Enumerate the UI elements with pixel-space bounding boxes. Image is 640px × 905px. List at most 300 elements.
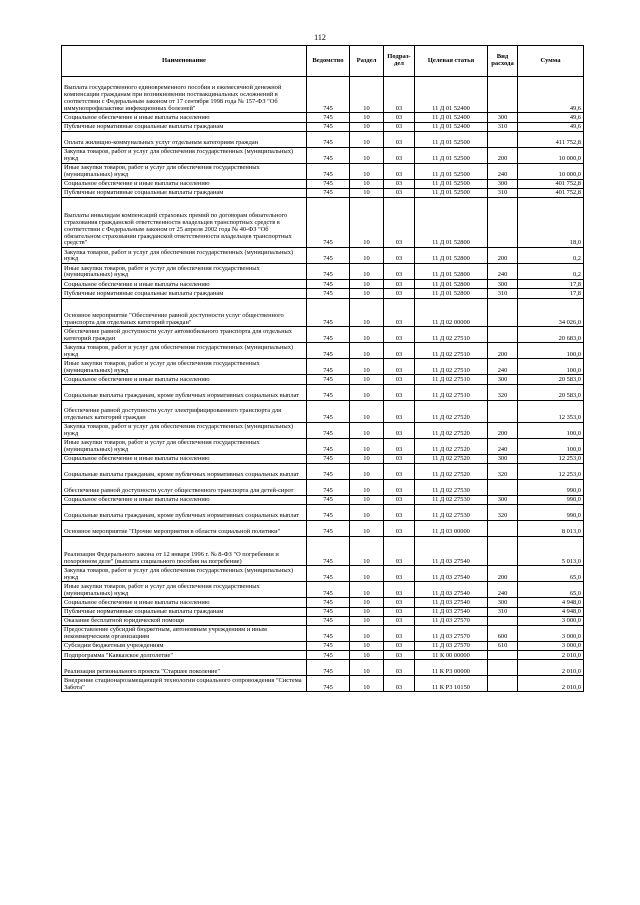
- row-dept: 745: [307, 616, 350, 625]
- row-code: 11 Д 02 27510: [415, 384, 488, 400]
- table-row: [62, 479, 584, 495]
- row-kind: 300: [488, 280, 518, 289]
- table-header-row: [62, 46, 584, 77]
- row-kind: 200: [488, 422, 518, 438]
- row-dept: 745: [307, 289, 350, 298]
- row-code: 11 Д 02 27530: [415, 479, 488, 495]
- row-code: 11 К Р3 10150: [415, 676, 488, 692]
- row-name: Подпрограмма "Кавказское долголетие": [62, 651, 307, 660]
- row-subsection: 03: [384, 264, 415, 280]
- header-name: Наименование: [62, 46, 307, 77]
- row-sum: 0,2: [518, 264, 584, 280]
- row-code: 11 Д 02 27510: [415, 343, 488, 359]
- row-subsection: 03: [384, 77, 415, 113]
- row-kind: [488, 327, 518, 343]
- row-section: 10: [350, 651, 384, 660]
- row-kind: 600: [488, 626, 518, 642]
- row-subsection: 03: [384, 198, 415, 248]
- row-kind: 200: [488, 248, 518, 264]
- row-kind: [488, 400, 518, 422]
- row-dept: 745: [307, 651, 350, 660]
- row-subsection: 03: [384, 626, 415, 642]
- table-row: [62, 163, 584, 179]
- budget-table: [61, 45, 584, 692]
- row-sum: 12 353,0: [518, 400, 584, 422]
- row-code: 11 Д 02 27520: [415, 422, 488, 438]
- row-dept: 745: [307, 520, 350, 536]
- row-kind: 200: [488, 147, 518, 163]
- table-row: [62, 536, 584, 566]
- row-section: 10: [350, 113, 384, 122]
- row-sum: 8 013,0: [518, 520, 584, 536]
- row-kind: 200: [488, 343, 518, 359]
- table-row: [62, 327, 584, 343]
- row-kind: 310: [488, 188, 518, 197]
- row-name: Публичные нормативные социальные выплаты гражданам: [62, 607, 307, 616]
- row-subsection: 03: [384, 327, 415, 343]
- row-sum: 2 010,0: [518, 651, 584, 660]
- row-name: Иные закупки товаров, работ и услуг для обеспечения государственных (муниципальных) нужд: [62, 438, 307, 454]
- row-kind: 320: [488, 463, 518, 479]
- table-row: [62, 463, 584, 479]
- row-section: 10: [350, 298, 384, 327]
- row-name: Закупка товаров, работ и услуг для обеспечения государственных (муниципальных) нужд: [62, 422, 307, 438]
- row-dept: 745: [307, 582, 350, 598]
- row-subsection: 03: [384, 676, 415, 692]
- row-section: 10: [350, 598, 384, 607]
- row-name: Закупка товаров, работ и услуг для обеспечения государственных (муниципальных) нужд: [62, 248, 307, 264]
- row-section: 10: [350, 122, 384, 131]
- row-kind: 240: [488, 438, 518, 454]
- row-dept: 745: [307, 598, 350, 607]
- row-section: 10: [350, 582, 384, 598]
- row-dept: 745: [307, 422, 350, 438]
- row-kind: 300: [488, 495, 518, 504]
- row-kind: [488, 536, 518, 566]
- row-kind: [488, 198, 518, 248]
- row-sum: 0,2: [518, 248, 584, 264]
- row-dept: 745: [307, 163, 350, 179]
- row-code: 11 Д 01 52500: [415, 163, 488, 179]
- row-name: Внедрение стационарозамещающей технологии социального сопровождения "Система Забота": [62, 676, 307, 692]
- table-row: [62, 113, 584, 122]
- row-section: 10: [350, 676, 384, 692]
- row-sum: 20 683,0: [518, 327, 584, 343]
- row-section: 10: [350, 660, 384, 676]
- row-subsection: 03: [384, 343, 415, 359]
- row-name: Закупка товаров, работ и услуг для обеспечения государственных (муниципальных) нужд: [62, 566, 307, 582]
- row-dept: 745: [307, 660, 350, 676]
- row-section: 10: [350, 327, 384, 343]
- row-kind: 240: [488, 163, 518, 179]
- row-name: Публичные нормативные социальные выплаты гражданам: [62, 122, 307, 131]
- row-kind: 240: [488, 264, 518, 280]
- row-kind: [488, 676, 518, 692]
- table-row: [62, 422, 584, 438]
- row-subsection: 03: [384, 280, 415, 289]
- row-name: Обеспечение равной доступности услуг электрифицированного транспорта для отдельных категорий граждан: [62, 400, 307, 422]
- table-row: [62, 454, 584, 463]
- row-kind: 300: [488, 454, 518, 463]
- row-code: 11 Д 02 27530: [415, 504, 488, 520]
- row-section: 10: [350, 198, 384, 248]
- row-sum: 17,8: [518, 289, 584, 298]
- row-code: 11 Д 01 52500: [415, 179, 488, 188]
- table-row: [62, 400, 584, 422]
- row-code: 11 Д 03 27570: [415, 642, 488, 651]
- table-row: [62, 131, 584, 147]
- row-kind: [488, 77, 518, 113]
- row-sum: 3 000,0: [518, 642, 584, 651]
- row-dept: 745: [307, 327, 350, 343]
- row-kind: 300: [488, 375, 518, 384]
- row-subsection: 03: [384, 179, 415, 188]
- row-section: 10: [350, 248, 384, 264]
- row-code: 11 Д 02 27510: [415, 359, 488, 375]
- row-name: Закупка товаров, работ и услуг для обеспечения государственных (муниципальных) нужд: [62, 343, 307, 359]
- row-code: 11 Д 03 27540: [415, 582, 488, 598]
- row-sum: 49,6: [518, 113, 584, 122]
- table-row: [62, 504, 584, 520]
- row-section: 10: [350, 642, 384, 651]
- row-name: Выплаты инвалидам компенсаций страховых премий по договорам обязательного страхования гражданской ответственности владельцев транспортных средств в соответствии с Федеральным законом от 25 апреля 2002 года № 40-ФЗ "Об обязательном страховании гражданской ответственности владельцев транспортных средств": [62, 198, 307, 248]
- row-sum: 990,0: [518, 479, 584, 495]
- row-sum: 10 000,0: [518, 147, 584, 163]
- row-kind: 300: [488, 179, 518, 188]
- row-sum: 20 583,0: [518, 384, 584, 400]
- row-name: Предоставление субсидий бюджетным, автономным учреждениям и иным некоммерческим организациям: [62, 626, 307, 642]
- row-subsection: 03: [384, 660, 415, 676]
- row-section: 10: [350, 188, 384, 197]
- row-code: 11 Д 01 52800: [415, 264, 488, 280]
- table-row: [62, 582, 584, 598]
- row-name: Иные закупки товаров, работ и услуг для обеспечения государственных (муниципальных) нужд: [62, 163, 307, 179]
- row-code: 11 Д 02 27520: [415, 454, 488, 463]
- row-name: Основное мероприятие "Прочие мероприятия в области социальной политики": [62, 520, 307, 536]
- row-sum: 100,0: [518, 359, 584, 375]
- row-subsection: 03: [384, 359, 415, 375]
- row-subsection: 03: [384, 651, 415, 660]
- table-row: [62, 248, 584, 264]
- table-row: [62, 298, 584, 327]
- row-name: Иные закупки товаров, работ и услуг для обеспечения государственных (муниципальных) нужд: [62, 264, 307, 280]
- row-dept: 745: [307, 264, 350, 280]
- row-code: 11 Д 02 27520: [415, 400, 488, 422]
- table-row: [62, 438, 584, 454]
- row-sum: 3 000,0: [518, 616, 584, 625]
- row-kind: [488, 298, 518, 327]
- table-row: [62, 660, 584, 676]
- row-sum: 49,6: [518, 77, 584, 113]
- row-code: 11 Д 01 52800: [415, 248, 488, 264]
- row-subsection: 03: [384, 422, 415, 438]
- row-code: 11 Д 01 52800: [415, 198, 488, 248]
- row-dept: 745: [307, 375, 350, 384]
- row-subsection: 03: [384, 188, 415, 197]
- row-dept: 745: [307, 454, 350, 463]
- row-sum: 2 010,0: [518, 676, 584, 692]
- row-code: 11 Д 03 27540: [415, 566, 488, 582]
- row-subsection: 03: [384, 504, 415, 520]
- row-kind: 240: [488, 359, 518, 375]
- row-subsection: 03: [384, 131, 415, 147]
- row-name: Субсидии бюджетным учреждениям: [62, 642, 307, 651]
- row-subsection: 03: [384, 163, 415, 179]
- row-subsection: 03: [384, 616, 415, 625]
- row-sum: 10 000,0: [518, 163, 584, 179]
- row-dept: 745: [307, 642, 350, 651]
- row-code: 11 Д 02 27520: [415, 463, 488, 479]
- row-dept: 745: [307, 147, 350, 163]
- row-section: 10: [350, 289, 384, 298]
- row-sum: 12 253,0: [518, 454, 584, 463]
- row-code: 11 Д 03 27540: [415, 598, 488, 607]
- table-row: [62, 179, 584, 188]
- row-sum: 12 253,0: [518, 463, 584, 479]
- row-name: Публичные нормативные социальные выплаты гражданам: [62, 289, 307, 298]
- row-section: 10: [350, 343, 384, 359]
- row-subsection: 03: [384, 454, 415, 463]
- row-code: 11 Д 02 27530: [415, 495, 488, 504]
- header-section: Раздел: [350, 46, 384, 77]
- row-kind: 310: [488, 289, 518, 298]
- row-code: 11 Д 01 52800: [415, 280, 488, 289]
- table-row: [62, 289, 584, 298]
- row-code: 11 Д 02 27510: [415, 375, 488, 384]
- row-code: 11 Д 02 00000: [415, 298, 488, 327]
- row-subsection: 03: [384, 438, 415, 454]
- table-row: [62, 77, 584, 113]
- row-dept: 745: [307, 198, 350, 248]
- row-subsection: 03: [384, 582, 415, 598]
- row-dept: 745: [307, 384, 350, 400]
- row-subsection: 03: [384, 463, 415, 479]
- row-dept: 745: [307, 77, 350, 113]
- row-dept: 745: [307, 131, 350, 147]
- row-subsection: 03: [384, 248, 415, 264]
- row-dept: 745: [307, 463, 350, 479]
- row-name: Иные закупки товаров, работ и услуг для обеспечения государственных (муниципальных) нужд: [62, 582, 307, 598]
- row-sum: 990,0: [518, 495, 584, 504]
- row-kind: 310: [488, 607, 518, 616]
- row-subsection: 03: [384, 113, 415, 122]
- row-dept: 745: [307, 343, 350, 359]
- table-row: [62, 198, 584, 248]
- table-row: [62, 264, 584, 280]
- row-dept: 745: [307, 536, 350, 566]
- row-section: 10: [350, 454, 384, 463]
- row-name: Обеспечение равной доступности услуг общественного транспорта для детей-сирот: [62, 479, 307, 495]
- row-dept: 745: [307, 122, 350, 131]
- row-name: Иные закупки товаров, работ и услуг для обеспечения государственных (муниципальных) нужд: [62, 359, 307, 375]
- row-dept: 745: [307, 359, 350, 375]
- row-name: Реализация регионального проекта "Старшее поколение": [62, 660, 307, 676]
- row-section: 10: [350, 616, 384, 625]
- row-sum: 4 948,0: [518, 598, 584, 607]
- row-name: Оказание бесплатной юридической помощи: [62, 616, 307, 625]
- row-dept: 745: [307, 566, 350, 582]
- row-sum: 18,0: [518, 198, 584, 248]
- row-kind: 300: [488, 113, 518, 122]
- row-code: 11 Д 01 52500: [415, 131, 488, 147]
- row-kind: [488, 651, 518, 660]
- row-kind: 240: [488, 582, 518, 598]
- row-section: 10: [350, 422, 384, 438]
- header-dept: Ведомство: [307, 46, 350, 77]
- row-name: Социальное обеспечение и иные выплаты населению: [62, 179, 307, 188]
- row-dept: 745: [307, 188, 350, 197]
- row-name: Социальное обеспечение и иные выплаты населению: [62, 454, 307, 463]
- row-sum: 65,0: [518, 582, 584, 598]
- table-row: [62, 607, 584, 616]
- row-section: 10: [350, 77, 384, 113]
- row-code: 11 К Р3 00000: [415, 660, 488, 676]
- row-section: 10: [350, 131, 384, 147]
- row-dept: 745: [307, 113, 350, 122]
- row-name: Обеспечение равной доступности услуг автомобильного транспорта для отдельных категорий граждан: [62, 327, 307, 343]
- table-row: [62, 280, 584, 289]
- row-name: Социальные выплаты гражданам, кроме публичных нормативных социальных выплат: [62, 463, 307, 479]
- table-row: [62, 188, 584, 197]
- row-section: 10: [350, 504, 384, 520]
- row-subsection: 03: [384, 566, 415, 582]
- row-section: 10: [350, 163, 384, 179]
- row-subsection: 03: [384, 400, 415, 422]
- row-code: 11 Д 03 00000: [415, 520, 488, 536]
- row-section: 10: [350, 147, 384, 163]
- table-row: [62, 642, 584, 651]
- row-name: Социальное обеспечение и иные выплаты населению: [62, 375, 307, 384]
- header-sum: Сумма: [518, 46, 584, 77]
- row-code: 11 Д 03 27540: [415, 607, 488, 616]
- table-row: [62, 598, 584, 607]
- row-sum: 17,8: [518, 280, 584, 289]
- row-sum: 3 000,0: [518, 626, 584, 642]
- row-code: 11 Д 02 27510: [415, 327, 488, 343]
- row-section: 10: [350, 384, 384, 400]
- row-name: Выплата государственного единовременного пособия и ежемесячной денежной компенсации гражданам при возникновении поствакцинальных осложнений в соответствии с Федеральным законом от 17 сентября 1998 года № 157-ФЗ "Об иммунопрофилактике инфекционных болезней": [62, 77, 307, 113]
- row-sum: 2 010,0: [518, 660, 584, 676]
- table-body: [62, 77, 584, 692]
- row-dept: 745: [307, 248, 350, 264]
- row-section: 10: [350, 479, 384, 495]
- row-section: 10: [350, 400, 384, 422]
- row-dept: 745: [307, 280, 350, 289]
- row-sum: 4 948,0: [518, 607, 584, 616]
- table-row: [62, 676, 584, 692]
- row-code: 11 Д 02 27520: [415, 438, 488, 454]
- table-row: [62, 384, 584, 400]
- row-section: 10: [350, 280, 384, 289]
- row-name: Социальные выплаты гражданам, кроме публичных нормативных социальных выплат: [62, 384, 307, 400]
- table-row: [62, 343, 584, 359]
- row-name: Закупка товаров, работ и услуг для обеспечения государственных (муниципальных) нужд: [62, 147, 307, 163]
- row-dept: 745: [307, 495, 350, 504]
- row-sum: 401 752,8: [518, 188, 584, 197]
- row-sum: 34 026,0: [518, 298, 584, 327]
- row-sum: 5 013,0: [518, 536, 584, 566]
- row-dept: 745: [307, 479, 350, 495]
- row-section: 10: [350, 264, 384, 280]
- row-kind: 610: [488, 642, 518, 651]
- row-subsection: 03: [384, 642, 415, 651]
- row-dept: 745: [307, 400, 350, 422]
- row-code: 11 Д 01 52800: [415, 289, 488, 298]
- row-dept: 745: [307, 438, 350, 454]
- row-name: Публичные нормативные социальные выплаты гражданам: [62, 188, 307, 197]
- table-row: [62, 495, 584, 504]
- row-name: Оплата жилищно-коммунальных услуг отдельным категориям граждан: [62, 131, 307, 147]
- row-dept: 745: [307, 179, 350, 188]
- row-kind: [488, 616, 518, 625]
- row-code: 11 Д 01 52400: [415, 77, 488, 113]
- row-code: 11 Д 01 52400: [415, 122, 488, 131]
- row-subsection: 03: [384, 495, 415, 504]
- row-section: 10: [350, 536, 384, 566]
- row-sum: 100,0: [518, 438, 584, 454]
- row-dept: 745: [307, 504, 350, 520]
- row-sum: 49,6: [518, 122, 584, 131]
- row-subsection: 03: [384, 298, 415, 327]
- row-section: 10: [350, 607, 384, 616]
- row-code: 11 Д 03 27570: [415, 626, 488, 642]
- row-dept: 745: [307, 298, 350, 327]
- row-dept: 745: [307, 676, 350, 692]
- row-section: 10: [350, 463, 384, 479]
- row-kind: [488, 131, 518, 147]
- row-kind: 310: [488, 122, 518, 131]
- row-sum: 990,0: [518, 504, 584, 520]
- row-name: Реализация Федерального закона от 12 января 1996 г. № 8-ФЗ "О погребении и похоронном деле" (выплата социального пособия на погребение): [62, 536, 307, 566]
- row-subsection: 03: [384, 375, 415, 384]
- row-name: Социальные выплаты гражданам, кроме публичных нормативных социальных выплат: [62, 504, 307, 520]
- table-row: [62, 359, 584, 375]
- table-row: [62, 616, 584, 625]
- row-sum: 65,0: [518, 566, 584, 582]
- row-subsection: 03: [384, 520, 415, 536]
- row-dept: 745: [307, 626, 350, 642]
- row-section: 10: [350, 375, 384, 384]
- row-subsection: 03: [384, 147, 415, 163]
- row-name: Социальное обеспечение и иные выплаты населению: [62, 113, 307, 122]
- table-row: [62, 147, 584, 163]
- header-code: Целевая статья: [415, 46, 488, 77]
- row-name: Социальное обеспечение и иные выплаты населению: [62, 280, 307, 289]
- table-row: [62, 651, 584, 660]
- row-kind: 200: [488, 566, 518, 582]
- row-code: 11 Д 01 52500: [415, 147, 488, 163]
- header-subsection: Подраз-дел: [384, 46, 415, 77]
- row-code: 11 Д 01 52400: [415, 113, 488, 122]
- row-subsection: 03: [384, 384, 415, 400]
- row-section: 10: [350, 179, 384, 188]
- row-subsection: 03: [384, 122, 415, 131]
- row-kind: [488, 520, 518, 536]
- row-code: 11 К 00 00000: [415, 651, 488, 660]
- table-row: [62, 520, 584, 536]
- row-subsection: 03: [384, 598, 415, 607]
- row-sum: 411 752,8: [518, 131, 584, 147]
- row-subsection: 03: [384, 536, 415, 566]
- row-kind: [488, 479, 518, 495]
- row-section: 10: [350, 566, 384, 582]
- row-sum: 20 583,0: [518, 375, 584, 384]
- row-code: 11 Д 03 27570: [415, 616, 488, 625]
- row-section: 10: [350, 520, 384, 536]
- row-section: 10: [350, 626, 384, 642]
- header-kind: Вид расхода: [488, 46, 518, 77]
- row-section: 10: [350, 438, 384, 454]
